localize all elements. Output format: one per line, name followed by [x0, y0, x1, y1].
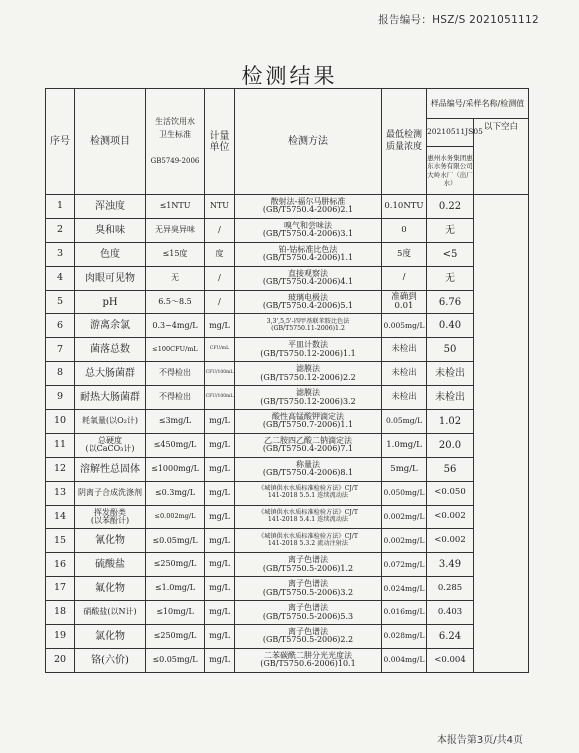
result-value: 56	[427, 457, 474, 481]
detection-limit: 0.002mg/L	[382, 505, 427, 529]
standard-value: 0.3~4mg/L	[146, 314, 205, 338]
method-line1: 离子色谱法	[288, 555, 328, 565]
header-sample: 样品编号/采样名称/检测值	[427, 89, 529, 119]
detection-limit: 1.0mg/L	[382, 433, 427, 457]
detection-limit: 0.05mg/L	[382, 410, 427, 434]
unit: mg/L	[205, 577, 235, 601]
item-name-line2: (以苯酚计)	[90, 516, 130, 526]
method	[235, 625, 382, 649]
table-row	[46, 457, 529, 481]
result-value: 3.49	[427, 553, 474, 577]
method	[235, 386, 382, 410]
method	[235, 601, 382, 625]
page-title: 检测结果	[241, 64, 338, 88]
table-row	[46, 529, 529, 553]
result-value: 无	[427, 218, 474, 242]
row-number: 5	[46, 290, 75, 314]
method	[235, 242, 382, 266]
unit: mg/L	[205, 314, 235, 338]
header-standard-line2: 卫生标准	[159, 129, 191, 139]
row-number: 15	[46, 529, 75, 553]
detection-limit: 未检出	[382, 386, 427, 410]
table-row	[46, 266, 529, 290]
method-line2: (GB/T5750.4-2006)1.1	[262, 253, 354, 263]
detection-limit: 0.072mg/L	[382, 553, 427, 577]
row-number: 18	[46, 601, 75, 625]
item-name: 色度	[75, 242, 146, 266]
method	[235, 195, 382, 219]
header-limit: 最低检测质量浓度	[382, 89, 427, 195]
result-value: <0.002	[427, 529, 474, 553]
method-line1: 3,3',5,5'-四甲基联苯胺比色法	[266, 318, 350, 326]
row-number: 7	[46, 338, 75, 362]
method-line1: 离子色谱法	[288, 603, 328, 613]
row-number: 10	[46, 410, 75, 434]
method-line2: (GB/T5750.4-2006)5.1	[262, 301, 354, 310]
unit: mg/L	[205, 433, 235, 457]
table-row	[46, 386, 529, 410]
detection-limit: 未检出	[382, 338, 427, 362]
unit: /	[205, 290, 235, 314]
standard-value: 不得检出	[146, 386, 205, 410]
method	[235, 481, 382, 505]
table-row	[46, 648, 529, 672]
method	[235, 266, 382, 290]
header-unit: 计量单位	[205, 89, 235, 195]
method	[235, 457, 382, 481]
result-value: 0.40	[427, 314, 474, 338]
item-name-line1: 总硬度	[98, 435, 122, 445]
row-number: 1	[46, 195, 75, 219]
table-row	[46, 314, 529, 338]
method-line2: (GB/T5750.4-2006)7.1	[262, 444, 354, 454]
table-row	[46, 601, 529, 625]
unit: mg/L	[205, 457, 235, 481]
row-number: 17	[46, 577, 75, 601]
row-number: 13	[46, 481, 75, 505]
unit: mg/L	[205, 648, 235, 672]
header-method: 检测方法	[235, 89, 382, 195]
detection-limit: /	[382, 266, 427, 290]
row-number: 2	[46, 218, 75, 242]
standard-value: ≤250mg/L	[146, 553, 205, 577]
standard-value: ≤100CFU/mL	[146, 338, 205, 362]
item-name: 阴离子合成洗涤剂	[75, 481, 146, 505]
method-line2: 141-2018 5.3.2 流动注射法	[267, 539, 349, 547]
table-row	[46, 553, 529, 577]
method-line2: (GB/T5750.5-2006)5.3	[262, 611, 354, 621]
detection-limit: 0.004mg/L	[382, 648, 427, 672]
method	[235, 577, 382, 601]
method-line1: 《城镇供水水质标准检验方法》CJ/T	[257, 485, 359, 493]
method-line1: 滤膜法	[296, 388, 320, 398]
method-line1: 滤膜法	[296, 364, 320, 374]
item-name: 总大肠菌群	[75, 362, 146, 386]
unit: CFU/mL	[205, 338, 235, 362]
table-row	[46, 362, 529, 386]
unit: /	[205, 218, 235, 242]
header-item: 检测项目	[75, 89, 146, 195]
unit: mg/L	[205, 553, 235, 577]
standard-value: ≤3mg/L	[146, 410, 205, 434]
method-line2: (GB/T5750.7-2006)1.1	[262, 420, 354, 430]
method-line1: 酸性高锰酸钾滴定法	[272, 412, 344, 422]
result-value: 0.285	[427, 577, 474, 601]
table-row	[46, 290, 529, 314]
method-line2: (GB/T5750.4-2006)4.1	[262, 277, 354, 287]
row-number: 3	[46, 242, 75, 266]
unit: mg/L	[205, 625, 235, 649]
method-line2: (GB/T5750.11-2006)1.2	[271, 324, 345, 332]
result-value: <0.002	[427, 505, 474, 529]
item-name: 溶解性总固体	[75, 457, 146, 481]
result-value: 0.403	[427, 601, 474, 625]
method-line2: (GB/T5750.4-2006)2.1	[262, 205, 354, 215]
method-line2: 141-2018 5.4.1 连续流动法	[267, 516, 349, 524]
method	[235, 553, 382, 577]
standard-value: ≤1.0mg/L	[146, 577, 205, 601]
unit: mg/L	[205, 601, 235, 625]
result-value: <5	[427, 242, 474, 266]
header-seq: 序号	[46, 89, 75, 195]
method-line1: 乙二胺四乙酸二钠滴定法	[264, 435, 352, 445]
page-footer: 本报告第3页/共4页	[436, 735, 523, 746]
method-line1: 《城镇供水水质标准检验方法》CJ/T	[257, 533, 359, 541]
method-line1: 玻璃电极法	[288, 292, 328, 302]
result-value: <0.050	[427, 481, 474, 505]
method	[235, 433, 382, 457]
standard-value: ≤1NTU	[146, 195, 205, 219]
method-line2: (GB/T5750.12-2006)1.1	[260, 348, 356, 358]
method	[235, 648, 382, 672]
item-name: 硝酸盐(以N计)	[75, 601, 146, 625]
method	[235, 362, 382, 386]
method	[235, 290, 382, 314]
item-name-line1: 挥发酚类	[94, 507, 126, 517]
detection-limit: 未检出	[382, 362, 427, 386]
detection-limit: 0.002mg/L	[382, 529, 427, 553]
row-number: 20	[46, 648, 75, 672]
unit: mg/L	[205, 481, 235, 505]
method-line1: 散射法-福尔马肼标准	[270, 197, 346, 207]
method-line2: (GB/T5750.5-2006)2.2	[262, 635, 354, 645]
standard-value: ≤0.05mg/L	[146, 648, 205, 672]
result-value: 20.0	[427, 433, 474, 457]
method	[235, 505, 382, 529]
row-number: 4	[46, 266, 75, 290]
blank-column	[474, 195, 529, 673]
item-name: 菌落总数	[75, 338, 146, 362]
method	[235, 529, 382, 553]
table-row	[46, 410, 529, 434]
unit: mg/L	[205, 410, 235, 434]
item-name: 氟化物	[75, 577, 146, 601]
standard-value: 不得检出	[146, 362, 205, 386]
item-name: 氯化物	[75, 625, 146, 649]
standard-value: ≤450mg/L	[146, 433, 205, 457]
item-name: 铬(六价)	[75, 648, 146, 672]
standard-value: ≤250mg/L	[146, 625, 205, 649]
method-line1: 离子色谱法	[288, 579, 328, 589]
standard-value: ≤1000mg/L	[146, 457, 205, 481]
unit: 度	[205, 242, 235, 266]
method-line1: 二苯碳酰二肼分光光度法	[264, 650, 352, 660]
standard-value: 6.5～8.5	[146, 290, 205, 314]
item-name: 耐热大肠菌群	[75, 386, 146, 410]
detection-limit: 0.005mg/L	[382, 314, 427, 338]
result-value: 6.24	[427, 625, 474, 649]
unit: mg/L	[205, 529, 235, 553]
method-line2: (GB/T5750.6-2006)10.1	[260, 659, 356, 669]
standard-value: ≤0.3mg/L	[146, 481, 205, 505]
detection-limit: 5mg/L	[382, 457, 427, 481]
method-line1: 直接观察法	[288, 268, 328, 278]
row-number: 19	[46, 625, 75, 649]
method-line2: 141-2018 5.5.1 连续流动法	[267, 492, 349, 500]
item-name: pH	[75, 290, 146, 314]
unit: NTU	[205, 195, 235, 219]
result-value: 6.76	[427, 290, 474, 314]
item-name: 耗氧量(以O₂计)	[75, 410, 146, 434]
method-line1: 称量法	[296, 459, 320, 469]
table-row	[46, 338, 529, 362]
sample-site: 惠州水务集团惠东水务有限公司大岭水厂（出厂水）	[427, 147, 474, 195]
item-name: 硫酸盐	[75, 553, 146, 577]
result-value: 未检出	[427, 362, 474, 386]
row-number: 9	[46, 386, 75, 410]
unit: mg/L	[205, 505, 235, 529]
table-row	[46, 195, 529, 219]
method-line2: (GB/T5750.4-2006)8.1	[262, 468, 354, 478]
table-row	[46, 242, 529, 266]
item-name: 浑浊度	[75, 195, 146, 219]
table-row	[46, 625, 529, 649]
header-blank: 以下空白	[474, 119, 529, 195]
detection-limit: 0.016mg/L	[382, 601, 427, 625]
unit: /	[205, 266, 235, 290]
method-line2: (GB/T5750.12-2006)3.2	[260, 396, 356, 406]
result-value: 50	[427, 338, 474, 362]
row-number: 14	[46, 505, 75, 529]
table-row	[46, 577, 529, 601]
header-standard-code: GB5749-2006	[150, 156, 200, 165]
method-line1: 《城镇供水水质标准检验方法》CJ/T	[257, 509, 359, 517]
item-name: 肉眼可见物	[75, 266, 146, 290]
result-value: <0.004	[427, 648, 474, 672]
detection-limit: 0.050mg/L	[382, 481, 427, 505]
header-standard-line1: 生活饮用水	[155, 117, 195, 127]
item-name: 臭和味	[75, 218, 146, 242]
method-line1: 铂-钴标准比色法	[278, 244, 338, 254]
standard-value: 无异臭异味	[146, 218, 205, 242]
method-line1: 嗅气和尝味法	[284, 220, 332, 230]
table-row	[46, 218, 529, 242]
method-line2: (GB/T5750.5-2006)3.2	[262, 587, 354, 597]
table-row	[46, 433, 529, 457]
method-line2: (GB/T5750.12-2006)2.2	[260, 372, 356, 382]
result-value: 未检出	[427, 386, 474, 410]
method	[235, 218, 382, 242]
sample-id: 20210511JS05	[427, 119, 474, 147]
item-name	[75, 433, 146, 457]
item-name: 游离余氯	[75, 314, 146, 338]
result-value: 0.22	[427, 195, 474, 219]
method	[235, 314, 382, 338]
row-number: 8	[46, 362, 75, 386]
standard-value: ≤10mg/L	[146, 601, 205, 625]
report-number: 报告编号：HSZ/S 2021051112	[378, 14, 539, 26]
method-line1: 离子色谱法	[288, 627, 328, 637]
result-value: 1.02	[427, 410, 474, 434]
row-number: 6	[46, 314, 75, 338]
item-name-line2: (以CaCO₃计)	[85, 444, 135, 454]
method	[235, 410, 382, 434]
method-line2: (GB/T5750.5-2006)1.2	[262, 563, 354, 573]
unit: CFU/100mL	[205, 386, 235, 410]
item-name	[75, 505, 146, 529]
row-number: 11	[46, 433, 75, 457]
table-row	[46, 505, 529, 529]
detection-limit: 5度	[382, 242, 427, 266]
standard-value: ≤0.002mg/L	[146, 505, 205, 529]
detection-limit: 0.024mg/L	[382, 577, 427, 601]
standard-value: ≤15度	[146, 242, 205, 266]
item-name: 氰化物	[75, 529, 146, 553]
result-value: 无	[427, 266, 474, 290]
detection-limit: 0	[382, 218, 427, 242]
row-number: 12	[46, 457, 75, 481]
row-number: 16	[46, 553, 75, 577]
standard-value: ≤0.05mg/L	[146, 529, 205, 553]
standard-value: 无	[146, 266, 205, 290]
method-line1: 平皿计数法	[288, 340, 328, 350]
method-line2: (GB/T5750.4-2006)3.1	[262, 229, 354, 239]
table-row	[46, 481, 529, 505]
detection-limit: 准确到0.01	[382, 290, 427, 314]
results-table	[45, 88, 529, 673]
detection-limit: 0.028mg/L	[382, 625, 427, 649]
method	[235, 338, 382, 362]
unit: CFU/100mL	[205, 362, 235, 386]
detection-limit: 0.10NTU	[382, 195, 427, 219]
header-standard	[146, 89, 205, 195]
